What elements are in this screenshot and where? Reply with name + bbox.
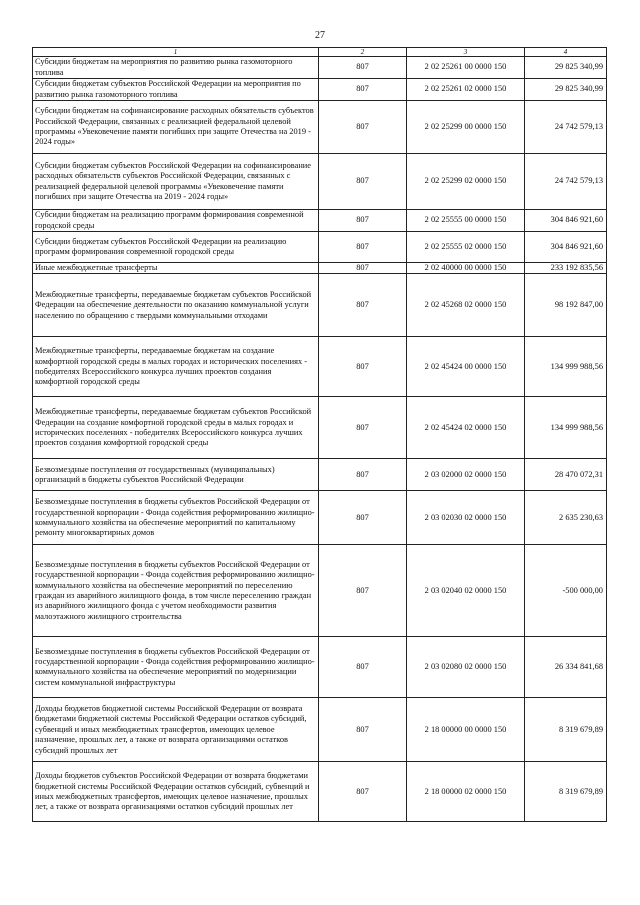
revenue-table bbox=[32, 47, 607, 822]
table-row bbox=[33, 274, 607, 337]
table-row bbox=[33, 154, 607, 210]
row-budget-code: 2 02 25299 02 0000 150 bbox=[407, 154, 525, 210]
row-name: Безвозмездные поступления в бюджеты субъектов Российской Федерации от государственной корпорации - Фонда содействия реформированию жилищно-коммунального хозяйства на обеспечение мероприятий по переселению граждан из аварийного жилищного фонда, в том числе переселению граждан из аварийного жилищного фонда с учетом необходимости развития малоэтажного жилищного строительства bbox=[33, 545, 319, 637]
row-admin-code: 807 bbox=[319, 337, 407, 397]
row-amount: 233 192 835,56 bbox=[525, 263, 607, 274]
row-amount: 24 742 579,13 bbox=[525, 101, 607, 154]
row-admin-code: 807 bbox=[319, 545, 407, 637]
table-row bbox=[33, 79, 607, 101]
row-budget-code: 2 02 40000 00 0000 150 bbox=[407, 263, 525, 274]
row-admin-code: 807 bbox=[319, 232, 407, 263]
row-budget-code: 2 02 25555 00 0000 150 bbox=[407, 210, 525, 232]
row-name: Субсидии бюджетам на мероприятия по развитию рынка газомоторного топлива bbox=[33, 57, 319, 79]
column-number: 1 bbox=[33, 48, 319, 57]
row-amount: 134 999 988,56 bbox=[525, 337, 607, 397]
table-row bbox=[33, 263, 607, 274]
table-row bbox=[33, 459, 607, 491]
row-admin-code: 807 bbox=[319, 57, 407, 79]
row-amount: 29 825 340,99 bbox=[525, 79, 607, 101]
row-amount: 304 846 921,60 bbox=[525, 232, 607, 263]
row-name: Доходы бюджетов бюджетной системы Российской Федерации от возврата бюджетами бюджетной системы Российской Федерации остатков субсидий, субвенций и иных межбюджетных трансфертов, имеющих целевое назначение, прошлых лет, а также от возврата организациями остатков субсидий прошлых лет bbox=[33, 698, 319, 762]
row-budget-code: 2 18 00000 00 0000 150 bbox=[407, 698, 525, 762]
row-budget-code: 2 02 45268 02 0000 150 bbox=[407, 274, 525, 337]
row-amount: 8 319 679,89 bbox=[525, 698, 607, 762]
row-name: Безвозмездные поступления от государственных (муниципальных) организаций в бюджеты субъектов Российской Федерации bbox=[33, 459, 319, 491]
row-amount: -500 000,00 bbox=[525, 545, 607, 637]
row-admin-code: 807 bbox=[319, 698, 407, 762]
row-budget-code: 2 03 02040 02 0000 150 bbox=[407, 545, 525, 637]
row-amount: 26 334 841,68 bbox=[525, 637, 607, 698]
row-budget-code: 2 02 25299 00 0000 150 bbox=[407, 101, 525, 154]
column-number: 3 bbox=[407, 48, 525, 57]
table-row bbox=[33, 545, 607, 637]
row-name: Межбюджетные трансферты, передаваемые бюджетам субъектов Российской Федерации на обеспечение деятельности по оказанию коммунальной услуги населению по обращению с твердыми коммунальными отходами bbox=[33, 274, 319, 337]
row-admin-code: 807 bbox=[319, 79, 407, 101]
table-row bbox=[33, 762, 607, 822]
row-admin-code: 807 bbox=[319, 101, 407, 154]
row-admin-code: 807 bbox=[319, 274, 407, 337]
row-budget-code: 2 02 45424 00 0000 150 bbox=[407, 337, 525, 397]
row-amount: 8 319 679,89 bbox=[525, 762, 607, 822]
row-admin-code: 807 bbox=[319, 397, 407, 459]
row-name: Субсидии бюджетам субъектов Российской Федерации на мероприятия по развитию рынка газомоторного топлива bbox=[33, 79, 319, 101]
row-amount: 24 742 579,13 bbox=[525, 154, 607, 210]
row-budget-code: 2 03 02080 02 0000 150 bbox=[407, 637, 525, 698]
row-name: Доходы бюджетов субъектов Российской Федерации от возврата бюджетами бюджетной системы Российской Федерации остатков субсидий, субвенций и иных межбюджетных трансфертов, имеющих целевое назначение, прошлых лет, а также от возврата организациями остатков субсидий прошлых лет bbox=[33, 762, 319, 822]
row-admin-code: 807 bbox=[319, 637, 407, 698]
row-name: Иные межбюджетные трансферты bbox=[33, 263, 319, 274]
row-budget-code: 2 18 00000 02 0000 150 bbox=[407, 762, 525, 822]
row-budget-code: 2 03 02000 02 0000 150 bbox=[407, 459, 525, 491]
row-budget-code: 2 02 25261 02 0000 150 bbox=[407, 79, 525, 101]
row-name: Субсидии бюджетам на реализацию программ формирования современной городской среды bbox=[33, 210, 319, 232]
table-row bbox=[33, 337, 607, 397]
table-row bbox=[33, 101, 607, 154]
table-row bbox=[33, 57, 607, 79]
column-number-header bbox=[33, 48, 607, 57]
row-admin-code: 807 bbox=[319, 762, 407, 822]
row-name: Межбюджетные трансферты, передаваемые бюджетам субъектов Российской Федерации на создание комфортной городской среды в малых городах и исторических поселениях - победителях Всероссийского конкурса лучших проектов создания комфортной городской среды bbox=[33, 397, 319, 459]
row-amount: 29 825 340,99 bbox=[525, 57, 607, 79]
column-number: 4 bbox=[525, 48, 607, 57]
row-budget-code: 2 03 02030 02 0000 150 bbox=[407, 491, 525, 545]
page-number: 27 bbox=[315, 30, 325, 41]
row-amount: 28 470 072,31 bbox=[525, 459, 607, 491]
row-amount: 304 846 921,60 bbox=[525, 210, 607, 232]
row-amount: 98 192 847,00 bbox=[525, 274, 607, 337]
row-name: Субсидии бюджетам субъектов Российской Федерации на реализацию программ формирования современной городской среды bbox=[33, 232, 319, 263]
row-admin-code: 807 bbox=[319, 459, 407, 491]
row-admin-code: 807 bbox=[319, 154, 407, 210]
row-budget-code: 2 02 25261 00 0000 150 bbox=[407, 57, 525, 79]
table-row bbox=[33, 210, 607, 232]
row-name: Субсидии бюджетам субъектов Российской Федерации на софинансирование расходных обязательств субъектов Российской Федерации, связанных с реализацией федеральной целевой программы «Увековечение памяти погибших при защите Отечества на 2019 - 2024 годы» bbox=[33, 154, 319, 210]
row-admin-code: 807 bbox=[319, 210, 407, 232]
row-name: Безвозмездные поступления в бюджеты субъектов Российской Федерации от государственной корпорации - Фонда содействия реформированию жилищно-коммунального хозяйства на обеспечение мероприятий по капитальному ремонту многоквартирных домов bbox=[33, 491, 319, 545]
row-name: Субсидии бюджетам на софинансирование расходных обязательств субъектов Российской Федерации, связанных с реализацией федеральной целевой программы «Увековечение памяти погибших при защите Отечества на 2019 - 2024 годы» bbox=[33, 101, 319, 154]
column-number: 2 bbox=[319, 48, 407, 57]
row-budget-code: 2 02 25555 02 0000 150 bbox=[407, 232, 525, 263]
table-row bbox=[33, 397, 607, 459]
row-amount: 134 999 988,56 bbox=[525, 397, 607, 459]
row-amount: 2 635 230,63 bbox=[525, 491, 607, 545]
table-row bbox=[33, 232, 607, 263]
row-name: Межбюджетные трансферты, передаваемые бюджетам на создание комфортной городской среды в малых городах и исторических поселениях - победителях Всероссийского конкурса лучших проектов создания комфортной городской среды bbox=[33, 337, 319, 397]
table-row bbox=[33, 491, 607, 545]
row-admin-code: 807 bbox=[319, 491, 407, 545]
table-row bbox=[33, 637, 607, 698]
table-row bbox=[33, 698, 607, 762]
row-name: Безвозмездные поступления в бюджеты субъектов Российской Федерации от государственной корпорации - Фонда содействия реформированию жилищно-коммунального хозяйства на обеспечение мероприятий по модернизации систем коммунальной инфраструктуры bbox=[33, 637, 319, 698]
row-admin-code: 807 bbox=[319, 263, 407, 274]
row-budget-code: 2 02 45424 02 0000 150 bbox=[407, 397, 525, 459]
